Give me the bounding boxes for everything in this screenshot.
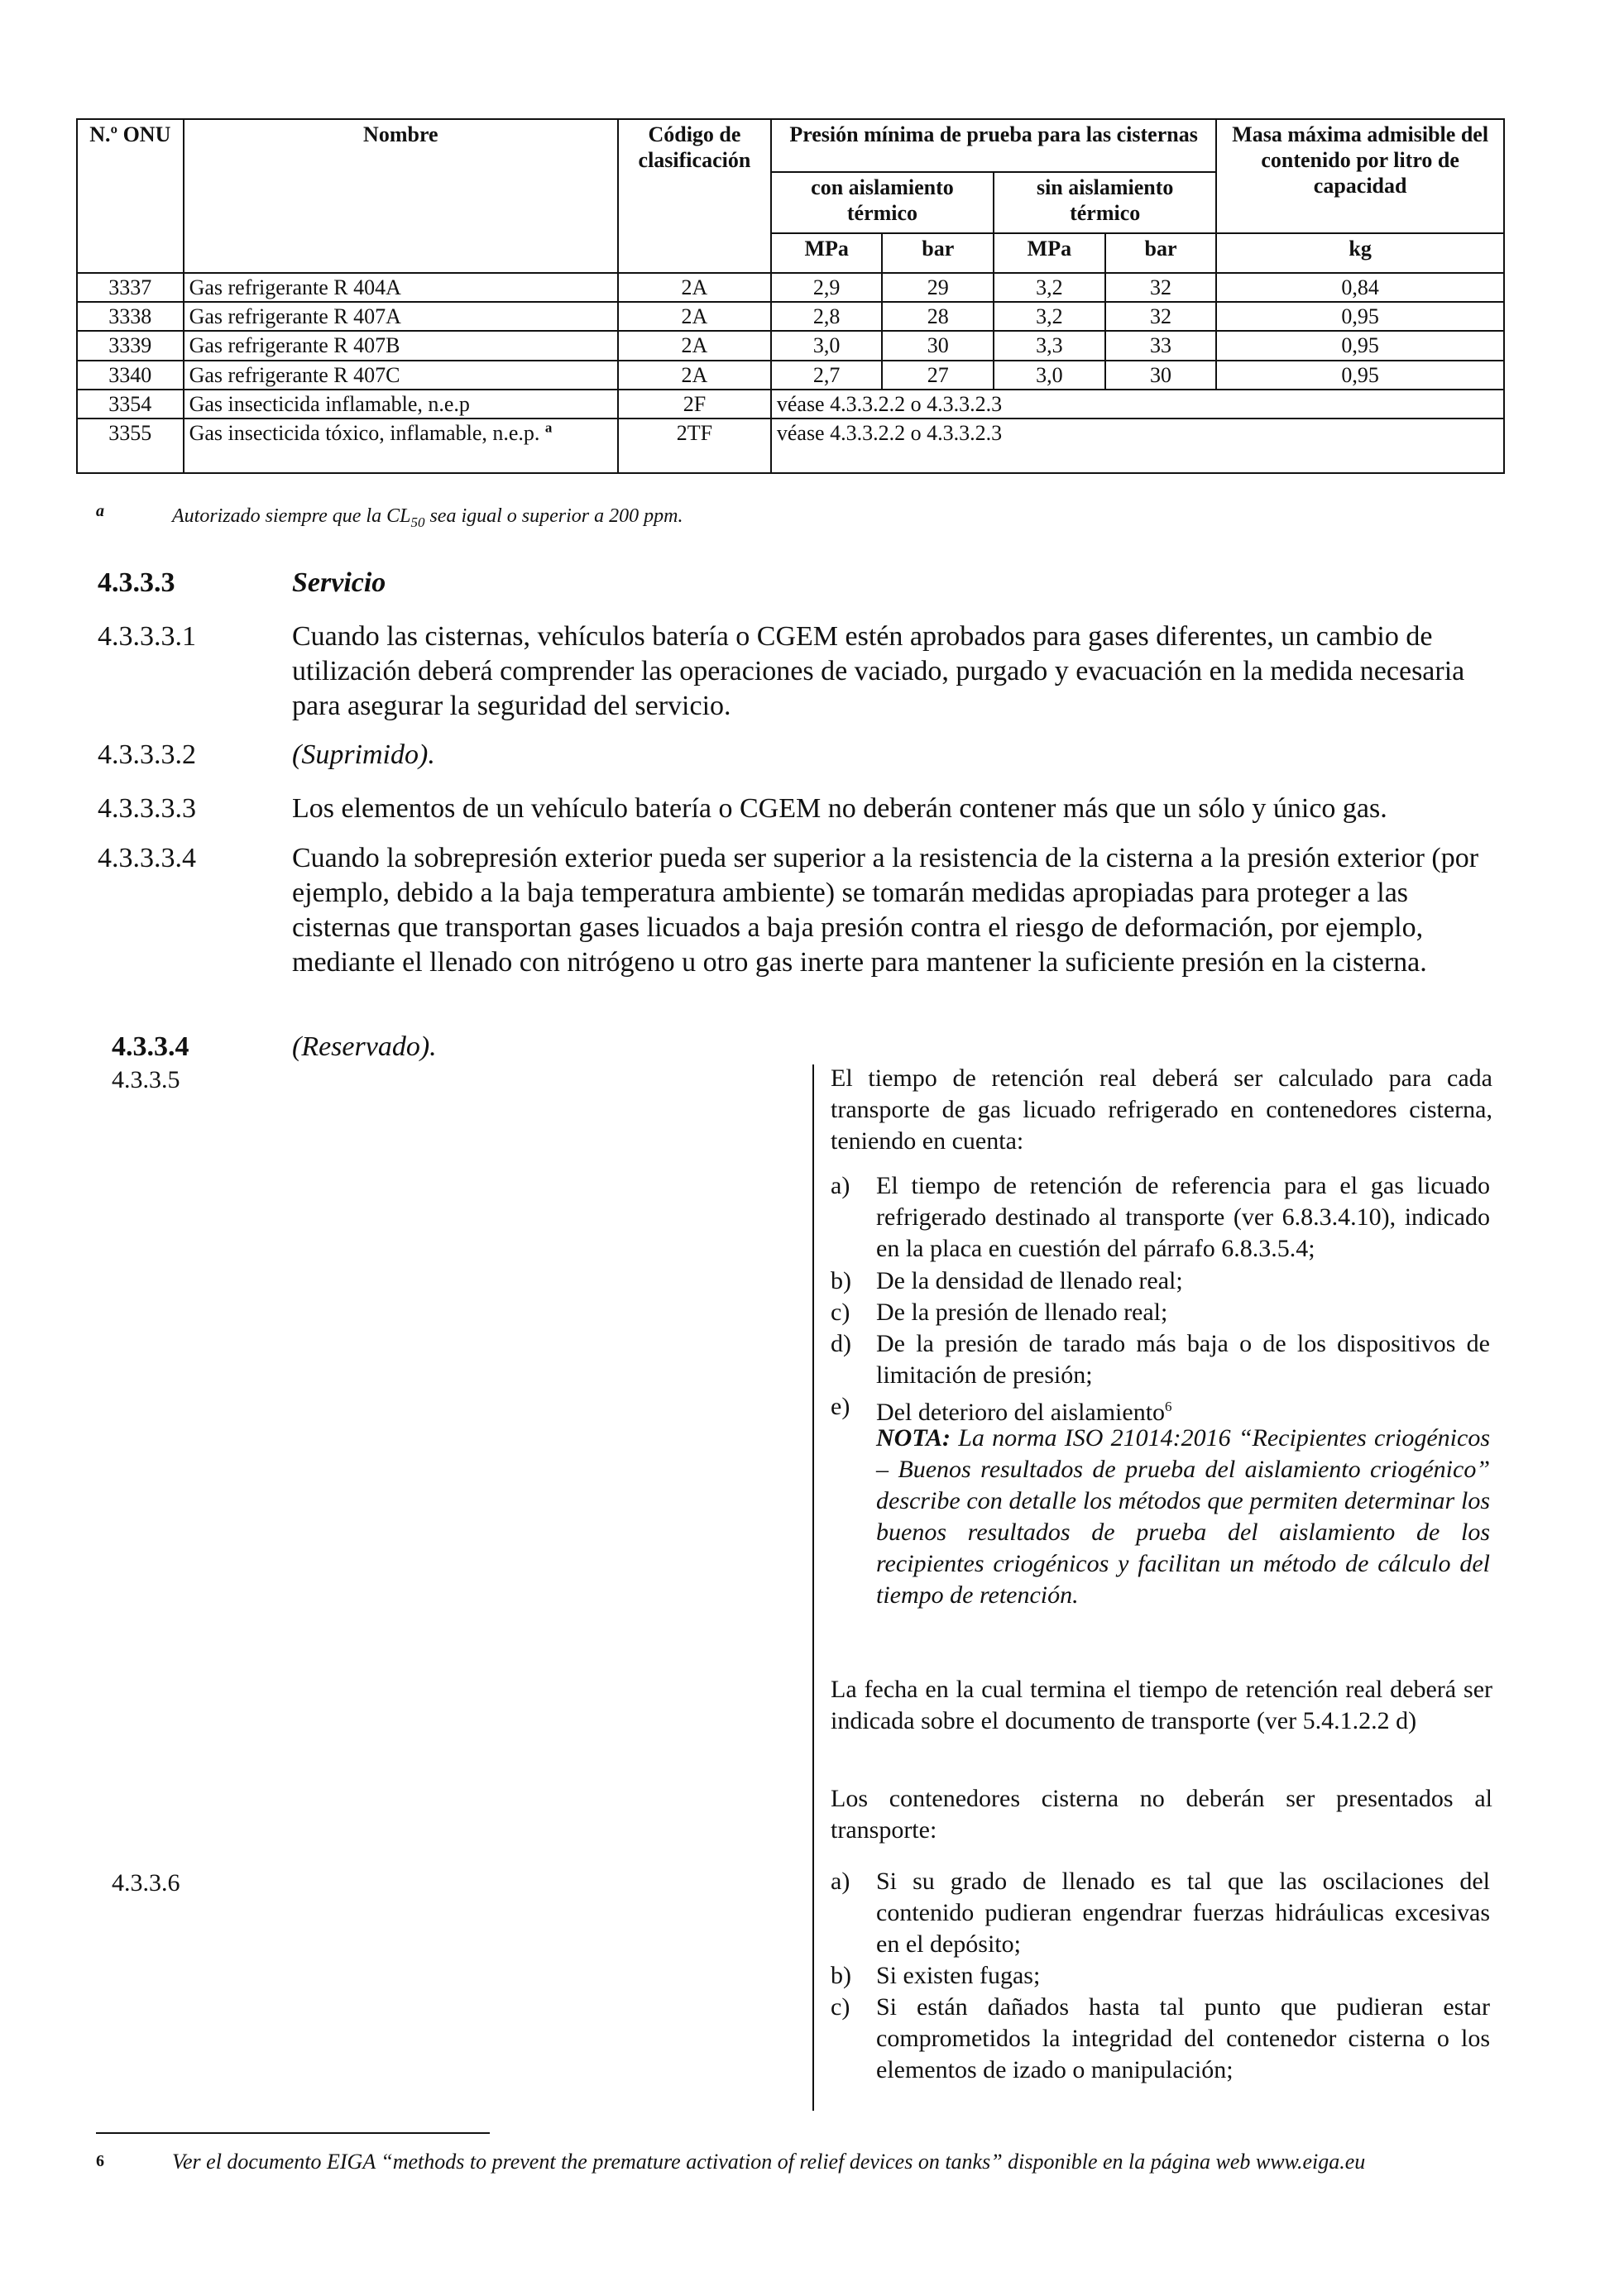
paragraph-4336-intro: Los contenedores cisterna no deberán ser presentados al transporte:: [831, 1785, 1492, 1844]
section-title: Servicio: [292, 567, 386, 598]
table-footnote-text: Autorizado siempre que la CL: [172, 505, 411, 527]
cell-bar-uninsulated: 32: [1105, 302, 1217, 331]
cell-see-reference: véase 4.3.3.2.2 o 4.3.3.2.3: [771, 390, 1504, 419]
cell-mpa-insulated: 3,0: [771, 331, 883, 360]
table-header-row: [77, 119, 1504, 172]
cell-code: 2A: [618, 331, 771, 360]
list-item-text: De la densidad de llenado real;: [876, 1267, 1183, 1294]
cell-mpa-uninsulated: 3,2: [994, 302, 1105, 331]
list-item-text: De la presión de llenado real;: [876, 1299, 1168, 1326]
cell-bar-uninsulated: 32: [1105, 273, 1217, 302]
cell-mpa-uninsulated: 3,2: [994, 273, 1105, 302]
cell-name: Gas refrigerante R 407A: [184, 302, 618, 331]
column-divider: [812, 1064, 814, 2111]
table-footnote-text-end: sea igual o superior a 200 ppm.: [424, 505, 683, 527]
cell-name: [184, 419, 618, 473]
section-number: 4.3.3.4: [112, 1031, 189, 1062]
list-item-label: b): [831, 1962, 851, 1989]
footnote-ref-a: a: [544, 419, 553, 436]
cell-mpa-insulated: 2,7: [771, 361, 883, 390]
table-footnote: [172, 505, 683, 531]
cell-bar-insulated: 28: [882, 302, 994, 331]
note-label: NOTA:: [876, 1424, 951, 1452]
cell-onu: 3339: [77, 331, 184, 360]
list-item-label: d): [831, 1330, 851, 1357]
table-row: [77, 361, 1504, 390]
list-item-label: c): [831, 1299, 850, 1326]
cell-mass: 0,95: [1216, 361, 1504, 390]
paragraph-43332: (Suprimido).: [292, 739, 435, 770]
section-number: 4.3.3.3.4: [98, 843, 196, 873]
footnote-mark: 6: [96, 2152, 104, 2170]
section-number: 4.3.3.6: [112, 1869, 180, 1897]
paragraph-4335-intro: El tiempo de retención real deberá ser calculado para cada transporte de gas licuado refrigerado en contenedores cisterna, teniendo en cuenta:: [831, 1064, 1492, 1155]
section-number: 4.3.3.3.3: [98, 793, 196, 824]
list-item-text: Del deterioro del aislamiento: [876, 1399, 1166, 1426]
cell-onu: 3340: [77, 361, 184, 390]
cell-onu: 3337: [77, 273, 184, 302]
cell-name: Gas insecticida inflamable, n.e.p: [184, 390, 618, 419]
header-with-insulation: con aislamiento térmico: [771, 172, 994, 233]
header-name: Nombre: [184, 119, 618, 273]
cell-code: 2A: [618, 361, 771, 390]
list-item-text: De la presión de tarado más baja o de los dispositivos de limitación de presión;: [876, 1330, 1490, 1389]
section-number: 4.3.3.3.1: [98, 621, 196, 652]
header-without-insulation: sin aislamiento térmico: [994, 172, 1216, 233]
cell-bar-insulated: 29: [882, 273, 994, 302]
header-mass: Masa máxima admisible del contenido por litro de capacidad: [1216, 119, 1504, 233]
header-pressure: Presión mínima de prueba para las cisternas: [771, 119, 1216, 172]
cell-mpa-uninsulated: 3,3: [994, 331, 1105, 360]
unit-bar: bar: [1105, 233, 1217, 273]
unit-mpa: MPa: [771, 233, 883, 273]
cell-onu: 3338: [77, 302, 184, 331]
cell-name: Gas refrigerante R 404A: [184, 273, 618, 302]
footnote-text: Ver el documento EIGA “methods to prevent the premature activation of relief devices on tanks” disponible en la página web www.eiga.eu: [172, 2150, 1366, 2174]
cell-code: 2TF: [618, 419, 771, 473]
cell-bar-uninsulated: 33: [1105, 331, 1217, 360]
list-item-text: Si su grado de llenado es tal que las oscilaciones del contenido pudieran engendrar fuerzas hidráulicas excesivas en el depósito;: [876, 1868, 1490, 1958]
gas-table: [76, 118, 1505, 474]
cell-name: Gas refrigerante R 407C: [184, 361, 618, 390]
cell-mpa-uninsulated: 3,0: [994, 361, 1105, 390]
table-row: [77, 331, 1504, 360]
cell-bar-uninsulated: 30: [1105, 361, 1217, 390]
cell-bar-insulated: 30: [882, 331, 994, 360]
cell-code: 2A: [618, 302, 771, 331]
paragraph-43333: Los elementos de un vehículo batería o CGEM no deberán contener más que un sólo y único gas.: [292, 793, 1387, 824]
list-item-label: c): [831, 1993, 850, 2021]
list-item-label: a): [831, 1172, 850, 1199]
cell-bar-insulated: 27: [882, 361, 994, 390]
table-row: [77, 273, 1504, 302]
unit-mpa: MPa: [994, 233, 1105, 273]
unit-kg: kg: [1216, 233, 1504, 273]
paragraph-43334: Cuando la sobrepresión exterior pueda ser superior a la resistencia de la cisterna a la presión exterior (por ejemplo, debido a la baja temperatura ambiente) se tomarán medidas apropiadas para proteger a las cisternas que transportan gases licuados a baja presión contra el riesgo de deformación, por ejemplo, mediante el llenado con nitrógeno u otro gas inerte para mantener la suficiente presión en la cisterna.: [292, 843, 1479, 978]
header-code: Código de clasificación: [618, 119, 771, 273]
footnote-separator: [96, 2132, 490, 2134]
list-item-text: El tiempo de retención de referencia para el gas licuado refrigerado destinado al transporte (ver 6.8.3.4.10), indicado en la placa en cuestión del párrafo 6.8.3.5.4;: [876, 1172, 1490, 1262]
cell-mpa-insulated: 2,8: [771, 302, 883, 331]
cell-code: 2F: [618, 390, 771, 419]
header-onu: N.º ONU: [77, 119, 184, 273]
table-row: [77, 419, 1504, 473]
cell-name: Gas refrigerante R 407B: [184, 331, 618, 360]
section-number: 4.3.3.5: [112, 1066, 180, 1093]
paragraph-4334: (Reservado).: [292, 1031, 437, 1062]
table-footnote-subscript: 50: [410, 514, 425, 530]
list-item-text: Si existen fugas;: [876, 1962, 1041, 1989]
cell-onu: 3354: [77, 390, 184, 419]
paragraph-4335-date: La fecha en la cual termina el tiempo de retención real deberá ser indicada sobre el documento de transporte (ver 5.4.1.2.2 d): [831, 1676, 1492, 1734]
list-item-label: e): [831, 1393, 850, 1420]
note-text: La norma ISO 21014:2016 “Recipientes criogénicos – Buenos resultados de prueba del aislamiento criogénico” describe con detalle los métodos que permiten determinar los buenos resultados de prueba del aislamiento de los recipientes criogénicos y facilitan un método de cálculo del tiempo de retención.: [876, 1424, 1490, 1609]
cell-mass: 0,84: [1216, 273, 1504, 302]
cell-name-text: Gas insecticida tóxico, inflamable, n.e.p.: [189, 420, 540, 445]
list-item-label: a): [831, 1868, 850, 1895]
cell-mpa-insulated: 2,9: [771, 273, 883, 302]
footnote-ref-6: 6: [1165, 1399, 1172, 1414]
note-text-wrap: [876, 1423, 1490, 1611]
paragraph-43331: Cuando las cisternas, vehículos batería o CGEM estén aprobados para gases diferentes, un cambio de utilización deberá comprender las operaciones de vaciado, purgado y evacuación en la medida necesaria para asegurar la seguridad del servicio.: [292, 621, 1465, 721]
cell-see-reference: véase 4.3.3.2.2 o 4.3.3.2.3: [771, 419, 1504, 473]
cell-code: 2A: [618, 273, 771, 302]
unit-bar: bar: [882, 233, 994, 273]
table-row: [77, 390, 1504, 419]
section-number: 4.3.3.3.2: [98, 739, 196, 770]
cell-onu: 3355: [77, 419, 184, 473]
list-item-text: Si están dañados hasta tal punto que pudieran estar comprometidos la integridad del contenedor cisterna o los elementos de izado o manipulación;: [876, 1993, 1490, 2083]
section-number: 4.3.3.3: [98, 567, 175, 598]
table-footnote-mark: a: [96, 502, 104, 520]
cell-mass: 0,95: [1216, 331, 1504, 360]
table-row: [77, 302, 1504, 331]
list-item-label: b): [831, 1267, 851, 1294]
cell-mass: 0,95: [1216, 302, 1504, 331]
